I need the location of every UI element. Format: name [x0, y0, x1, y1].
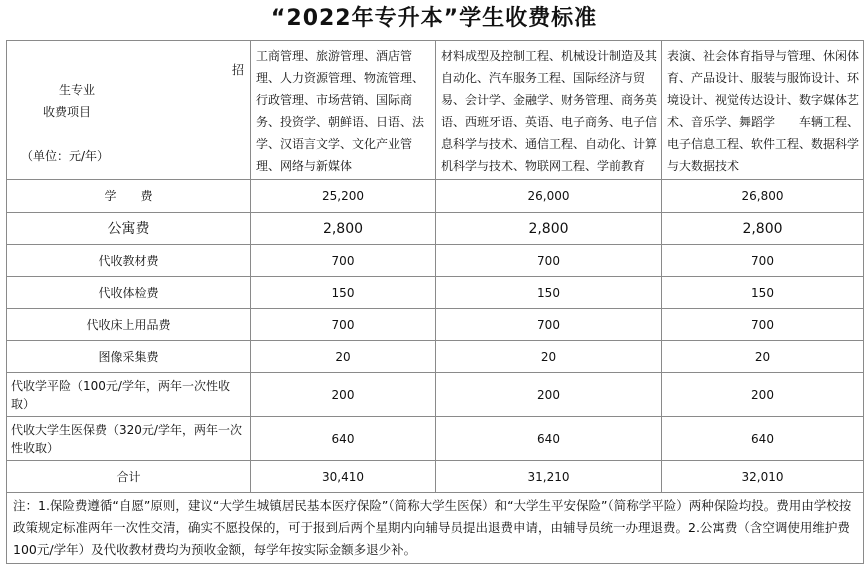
row-value: 700	[436, 245, 662, 277]
row-value: 150	[251, 277, 436, 309]
row-label: 代收大学生医保费（320元/学年，两年一次性收取）	[7, 417, 251, 461]
row-value: 26,800	[662, 180, 864, 213]
major-group-3: 表演、社会体育指导与管理、休闲体育、产品设计、服装与服饰设计、环境设计、视觉传达设计、数字媒体艺术、音乐学、舞蹈学 车辆工程、电子信息工程、软件工程、数据科学与大数据技术	[662, 41, 864, 180]
row-textbook	[7, 245, 864, 277]
row-bedding	[7, 309, 864, 341]
row-value: 640	[251, 417, 436, 461]
row-value: 700	[251, 245, 436, 277]
row-value: 20	[251, 341, 436, 373]
row-value: 200	[436, 373, 662, 417]
row-value: 700	[251, 309, 436, 341]
row-value: 640	[662, 417, 864, 461]
row-value: 26,000	[436, 180, 662, 213]
row-value: 2,800	[662, 213, 864, 245]
row-value: 700	[436, 309, 662, 341]
row-value: 200	[251, 373, 436, 417]
row-value: 25,200	[251, 180, 436, 213]
row-label: 代收教材费	[7, 245, 251, 277]
row-value: 700	[662, 309, 864, 341]
fee-table	[6, 40, 864, 564]
row-label: 代收体检费	[7, 277, 251, 309]
row-value: 150	[662, 277, 864, 309]
header-unit: （单位：元/年）	[21, 149, 110, 163]
row-dorm	[7, 213, 864, 245]
row-tuition	[7, 180, 864, 213]
row-value: 30,410	[251, 461, 436, 493]
header-row	[7, 41, 864, 180]
row-label: 公寓费	[7, 213, 251, 245]
row-photo	[7, 341, 864, 373]
row-label: 代收学平险（100元/学年，两年一次性收取）	[7, 373, 251, 417]
row-medical-exam	[7, 277, 864, 309]
header-zhao: 招	[231, 63, 244, 77]
row-value: 200	[662, 373, 864, 417]
row-value: 2,800	[251, 213, 436, 245]
row-value: 31,210	[436, 461, 662, 493]
row-label: 图像采集费	[7, 341, 251, 373]
row-value: 20	[662, 341, 864, 373]
header-corner-cell	[7, 41, 251, 180]
row-student-insurance	[7, 373, 864, 417]
row-total	[7, 461, 864, 493]
major-group-1: 工商管理、旅游管理、酒店管理、人力资源管理、物流管理、行政管理、市场营销、国际商务、投资学、朝鲜语、日语、法学、汉语言文学、文化产业管理、网络与新媒体	[251, 41, 436, 180]
note-row	[7, 493, 864, 564]
row-value: 2,800	[436, 213, 662, 245]
row-value: 700	[662, 245, 864, 277]
row-label: 合计	[7, 461, 251, 493]
row-label: 学 费	[7, 180, 251, 213]
row-value: 640	[436, 417, 662, 461]
row-value: 32,010	[662, 461, 864, 493]
row-medical-insurance	[7, 417, 864, 461]
header-major: 生专业	[59, 83, 96, 97]
page-title: “2022年专升本”学生收费标准	[270, 6, 598, 31]
note-text: 注：1.保险费遵循“自愿”原则，建议“大学生城镇居民基本医疗保险”（简称大学生医保）和“大学生平安保险”（简称学平险）两种保险均投。费用由学校按政策规定标准两年一次性交清，确实不愿投保的，可于报到后两个星期内向辅导员提出退费申请，由辅导员统一办理退费。2.公寓费（含空调使用维护费100元/学年）及代收教材费均为预收金额，每学年按实际金额多退少补。	[7, 493, 864, 564]
header-item: 收费项目	[43, 105, 92, 119]
row-value: 20	[436, 341, 662, 373]
row-label: 代收床上用品费	[7, 309, 251, 341]
row-value: 150	[436, 277, 662, 309]
major-group-2: 材料成型及控制工程、机械设计制造及其自动化、汽车服务工程、国际经济与贸易、会计学、金融学、财务管理、商务英语、西班牙语、英语、电子商务、电子信息科学与技术、通信工程、自动化、计算机科学与技术、物联网工程、学前教育	[436, 41, 662, 180]
